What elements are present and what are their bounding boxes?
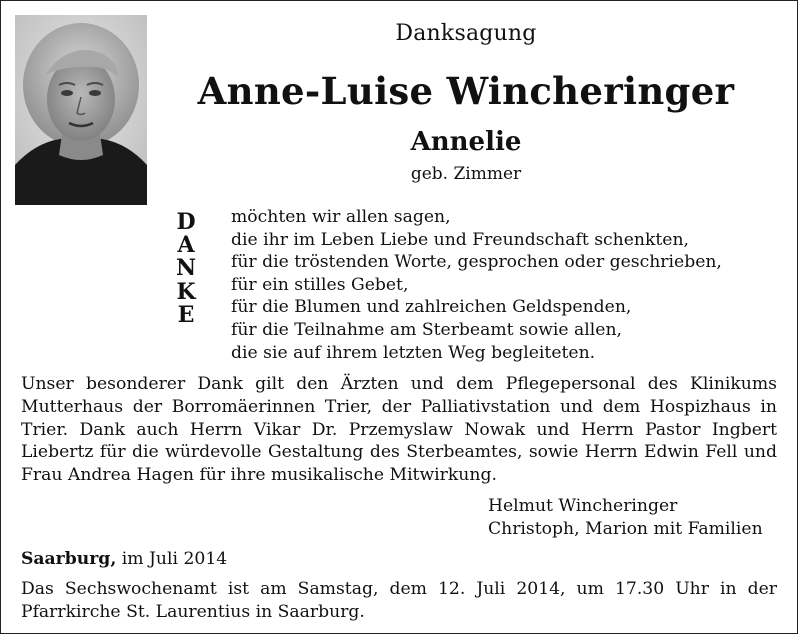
verse-line: für die tröstenden Worte, gesprochen oder geschrieben, (231, 252, 722, 273)
paragraph-line: Mutterhaus der Borromäerinnen Trier, der Palliativstation und dem Hospizhaus in (21, 396, 777, 417)
verse-line: für die Blumen und zahlreichen Geldspenden, (231, 297, 632, 318)
deceased-full-name: Anne-Luise Wincheringer (197, 69, 735, 113)
thanks-verse (231, 206, 722, 364)
portrait-photo (15, 15, 147, 205)
notice-heading: Danksagung (395, 21, 537, 46)
signer-name: Christoph, Marion mit Familien (488, 519, 763, 539)
service-announcement (21, 578, 777, 624)
paragraph-line: Unser besonderer Dank gilt den Ärzten und dem Pflegepersonal des Klinikums (21, 374, 777, 394)
portrait-image (15, 15, 147, 205)
danke-letter: E (177, 301, 195, 328)
verse-line: für die Teilnahme am Sterbeamt sowie allen, (231, 319, 622, 340)
verse-line: möchten wir allen sagen, (231, 207, 451, 227)
paragraph-line: Liebertz für die würdevolle Gestaltung des Sterbeamtes, sowie Herrn Edwin Fell und (21, 442, 777, 463)
deceased-nickname: Annelie (410, 127, 522, 157)
paragraph-line: Trier. Dank auch Herrn Vikar Dr. Przemyslaw Nowak und Herrn Pastor Ingbert (21, 419, 777, 440)
place-name: Saarburg, (21, 549, 117, 569)
danke-acrostic (171, 211, 201, 327)
danke-letter: D (176, 209, 196, 235)
danke-letter: N (175, 255, 197, 282)
deceased-birth-name: geb. Zimmer (410, 164, 522, 184)
paragraph-line: Frau Andrea Hagen für ihre musikalische Mitwirkung. (21, 465, 497, 486)
announcement-line: Pfarrkirche St. Laurentius in Saarburg. (21, 601, 365, 622)
signer-name: Helmut Wincheringer (488, 496, 678, 516)
place-date (21, 549, 227, 569)
special-thanks-paragraph (21, 373, 777, 487)
date-text: im Juli 2014 (116, 549, 228, 569)
verse-line: für ein stilles Gebet, (231, 274, 409, 295)
verse-line: die sie auf ihrem letzten Weg begleiteten. (231, 342, 596, 363)
verse-line: die ihr im Leben Liebe und Freundschaft schenkten, (231, 229, 689, 250)
danke-letter: K (176, 278, 196, 305)
danke-letter: A (177, 232, 195, 259)
announcement-line: Das Sechswochenamt ist am Samstag, dem 12. Juli 2014, um 17.30 Uhr in der (21, 579, 777, 599)
signers-block (488, 495, 763, 541)
